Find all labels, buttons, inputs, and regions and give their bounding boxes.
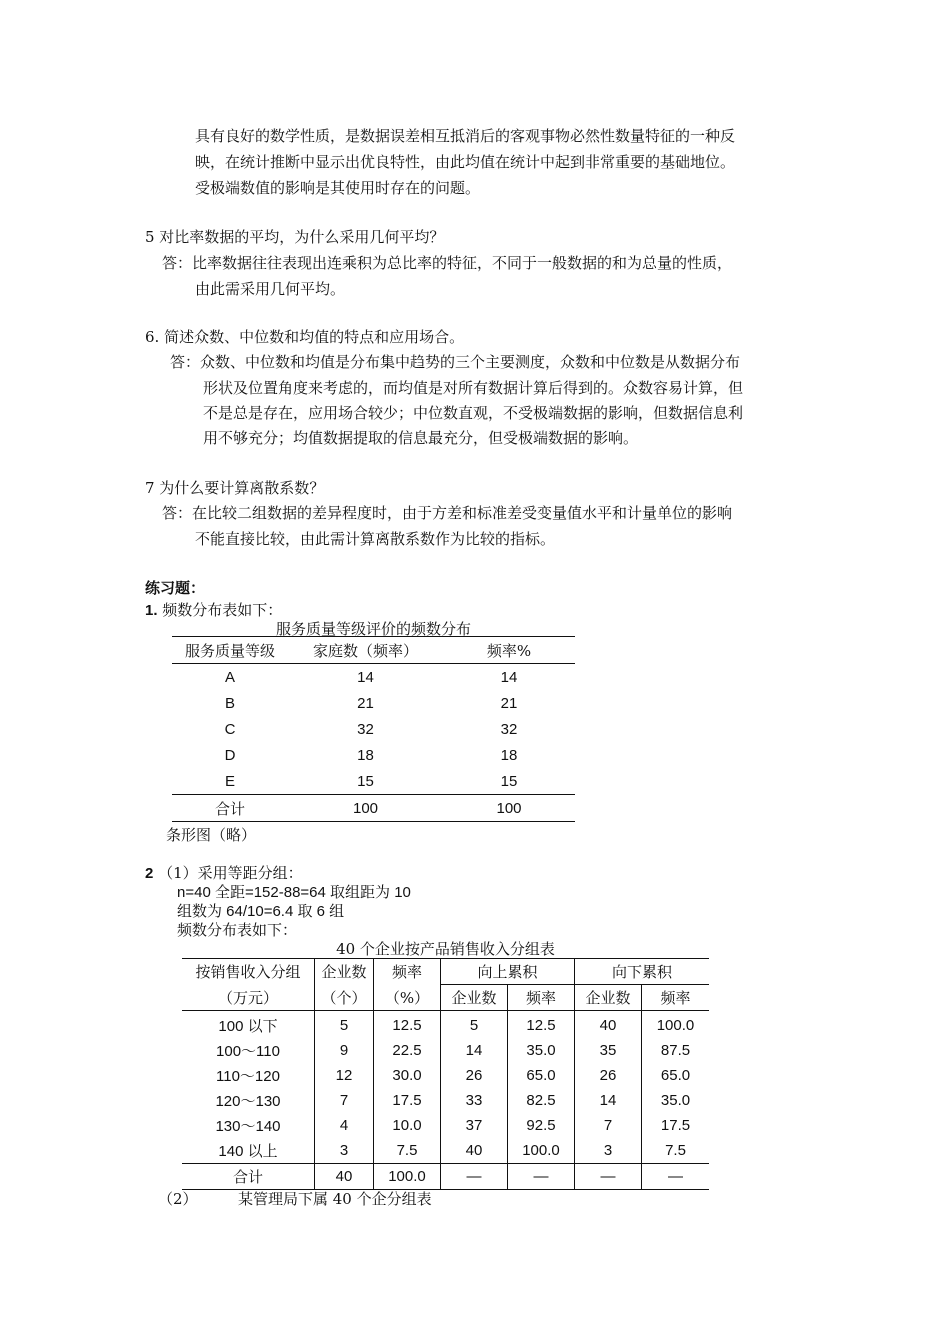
- table-header-row: [182, 959, 709, 985]
- families-cell: 15: [357, 772, 374, 790]
- total-down-freq-cell: —: [642, 1164, 710, 1190]
- group-cell: 140 以上: [218, 1143, 278, 1160]
- freq-cell: 18: [500, 746, 518, 764]
- down-freq-cell: 100.0: [642, 1011, 710, 1039]
- col-header-cumulative-down: 向下累积: [575, 959, 710, 985]
- exercise-1-text: 频数分布表如下：: [162, 601, 283, 619]
- total-label-cell: 合计: [172, 795, 288, 822]
- intro-line: 映，在统计推断中显示出优良特性，由此均值在统计中起到非常重要的基础地位。: [195, 153, 736, 171]
- intro-paragraph: [195, 123, 815, 201]
- families-cell: 21: [357, 694, 374, 712]
- answer-6-line-2: 形状及位置角度来考虑的，而均值是对所有数据计算后得到的。众数容易计算，但: [203, 379, 744, 397]
- col-header-cumulative-up: 向上累积: [441, 959, 575, 985]
- up-count-cell: 33: [441, 1088, 508, 1113]
- grade-cell: C: [224, 720, 236, 738]
- freq-cell: 17.5: [374, 1088, 441, 1113]
- table-2-title: 40 个企业按产品销售收入分组表: [336, 940, 555, 958]
- count-cell: 5: [315, 1011, 374, 1039]
- col-header-grade: 服务质量等级: [172, 637, 288, 664]
- down-freq-cell: 35.0: [642, 1088, 710, 1113]
- question-5: 5 对比率数据的平均，为什么采用几何平均？: [145, 228, 445, 246]
- question-6: 6. 简述众数、中位数和均值的特点和应用场合。: [145, 328, 465, 346]
- total-freq-cell: 100.0: [374, 1164, 441, 1190]
- answer-6-line-3: 不是总是存在，应用场合较少；中位数直观，不受极端数据的影响，但数据信息利: [203, 404, 744, 422]
- down-count-cell: 40: [575, 1011, 642, 1039]
- col-header-families: 家庭数（频率）: [288, 637, 443, 664]
- families-cell: 14: [357, 668, 374, 686]
- families-cell: 32: [357, 720, 374, 738]
- table-1-title: 服务质量等级评价的频数分布: [275, 620, 471, 638]
- col-header-unit-pct: （%）: [374, 985, 441, 1011]
- up-freq-cell: 12.5: [508, 1011, 575, 1039]
- down-freq-cell: 65.0: [642, 1063, 710, 1088]
- answer-5-line-1: 答：比率数据往往表现出连乘积为总比率的特征，不同于一般数据的和为总量的性质，: [162, 254, 733, 272]
- table-row: [182, 1113, 709, 1138]
- up-freq-cell: 35.0: [508, 1038, 575, 1063]
- answer-7-line-2: 不能直接比较，由此需计算离散系数作为比较的指标。: [195, 530, 556, 548]
- exercise-2-number: 2: [145, 865, 154, 882]
- answer-5-line-2: 由此需采用几何平均。: [195, 280, 346, 298]
- exercise-2-line-1: n=40 全距=152-88=64 取组距为 10: [177, 884, 411, 901]
- grade-cell: D: [224, 746, 236, 764]
- answer-7-line-1: 答：在比较二组数据的差异程度时，由于方差和标准差受变量值水平和计量单位的影响: [162, 504, 733, 522]
- down-count-cell: 35: [575, 1038, 642, 1063]
- col-header-down-freq: 频率: [642, 985, 710, 1011]
- table-header-row: [172, 637, 575, 664]
- col-header-freq-pct: 频率%: [443, 637, 575, 664]
- exercise-2-part2-label: （2）: [158, 1190, 198, 1208]
- col-header-up-count: 企业数: [441, 985, 508, 1011]
- freq-cell: 7.5: [374, 1138, 441, 1164]
- col-header-count: 企业数: [315, 959, 374, 985]
- grade-cell: A: [224, 668, 235, 686]
- table-subheader-row: [182, 985, 709, 1011]
- freq-cell: 10.0: [374, 1113, 441, 1138]
- up-freq-cell: 92.5: [508, 1113, 575, 1138]
- freq-cell: 30.0: [374, 1063, 441, 1088]
- freq-cell: 12.5: [374, 1011, 441, 1039]
- col-header-freq: 频率: [374, 959, 441, 985]
- freq-cell: 22.5: [374, 1038, 441, 1063]
- col-header-unit-wan-yuan: （万元）: [182, 985, 315, 1011]
- freq-cell: 14: [500, 668, 518, 686]
- count-cell: 3: [315, 1138, 374, 1164]
- count-cell: 4: [315, 1113, 374, 1138]
- down-count-cell: 7: [575, 1113, 642, 1138]
- table-row: [182, 1138, 709, 1164]
- up-count-cell: 14: [441, 1038, 508, 1063]
- freq-cell: 32: [500, 720, 518, 738]
- group-cell: 100～110: [216, 1043, 280, 1060]
- down-count-cell: 14: [575, 1088, 642, 1113]
- table-row: [172, 768, 575, 795]
- total-up-freq-cell: —: [508, 1164, 575, 1190]
- table-row: [182, 1088, 709, 1113]
- down-count-cell: 3: [575, 1138, 642, 1164]
- exercise-2-prompt: [145, 862, 303, 883]
- count-cell: 9: [315, 1038, 374, 1063]
- up-freq-cell: 82.5: [508, 1088, 575, 1113]
- exercise-1-number: 1.: [145, 602, 158, 619]
- frequency-table-service-quality: [172, 636, 575, 822]
- table-row: [172, 716, 575, 742]
- intro-line: 受极端数值的影响是其使用时存在的问题。: [195, 179, 481, 197]
- up-count-cell: 37: [441, 1113, 508, 1138]
- exercises-heading: 练习题：: [145, 579, 206, 597]
- table-row: [172, 742, 575, 768]
- col-header-revenue-group: 按销售收入分组: [182, 959, 315, 985]
- table-total-row: [172, 795, 575, 822]
- grade-cell: B: [224, 694, 235, 712]
- up-count-cell: 5: [441, 1011, 508, 1039]
- col-header-down-count: 企业数: [575, 985, 642, 1011]
- up-count-cell: 26: [441, 1063, 508, 1088]
- down-count-cell: 26: [575, 1063, 642, 1088]
- intro-line: 具有良好的数学性质，是数据误差相互抵消后的客观事物必然性数量特征的一种反: [195, 127, 736, 145]
- total-families-cell: 100: [288, 795, 443, 822]
- exercise-1-prompt: [145, 599, 282, 620]
- grade-cell: E: [224, 772, 235, 790]
- exercise-2-line-2: 组数为 64/10=6.4 取 6 组: [177, 903, 345, 920]
- group-cell: 100 以下: [218, 1018, 278, 1035]
- exercise-2-part1-label: （1）采用等距分组：: [158, 864, 303, 882]
- exercise-2-line-3: 频数分布表如下：: [177, 921, 298, 939]
- freq-cell: 21: [500, 694, 518, 712]
- table-total-row: [182, 1164, 709, 1190]
- group-cell: 130～140: [215, 1118, 281, 1135]
- total-up-count-cell: —: [441, 1164, 508, 1190]
- down-freq-cell: 17.5: [642, 1113, 710, 1138]
- total-count-cell: 40: [315, 1164, 374, 1190]
- count-cell: 7: [315, 1088, 374, 1113]
- down-freq-cell: 87.5: [642, 1038, 710, 1063]
- table-row: [182, 1011, 709, 1039]
- up-freq-cell: 65.0: [508, 1063, 575, 1088]
- revenue-grouping-table: [182, 958, 709, 1190]
- total-label-cell: 合计: [182, 1164, 315, 1190]
- bar-chart-note: 条形图（略）: [166, 826, 257, 844]
- exercise-2-part2-title: 某管理局下属 40 个企分组表: [238, 1190, 432, 1208]
- freq-cell: 15: [500, 772, 518, 790]
- col-header-unit-ge: （个）: [315, 985, 374, 1011]
- question-7: 7 为什么要计算离散系数？: [145, 479, 325, 497]
- total-freq-cell: 100: [443, 795, 575, 822]
- group-cell: 120～130: [215, 1093, 281, 1110]
- answer-6-line-1: 答：众数、中位数和均值是分布集中趋势的三个主要测度，众数和中位数是从数据分布: [170, 353, 741, 371]
- table-row: [182, 1038, 709, 1063]
- up-freq-cell: 100.0: [508, 1138, 575, 1164]
- table-row: [182, 1063, 709, 1088]
- up-count-cell: 40: [441, 1138, 508, 1164]
- total-down-count-cell: —: [575, 1164, 642, 1190]
- down-freq-cell: 7.5: [642, 1138, 710, 1164]
- families-cell: 18: [357, 746, 374, 764]
- count-cell: 12: [315, 1063, 374, 1088]
- table-row: [172, 664, 575, 691]
- col-header-up-freq: 频率: [508, 985, 575, 1011]
- group-cell: 110～120: [216, 1068, 280, 1085]
- answer-6-line-4: 用不够充分；均值数据提取的信息最充分，但受极端数据的影响。: [203, 429, 639, 447]
- table-row: [172, 690, 575, 716]
